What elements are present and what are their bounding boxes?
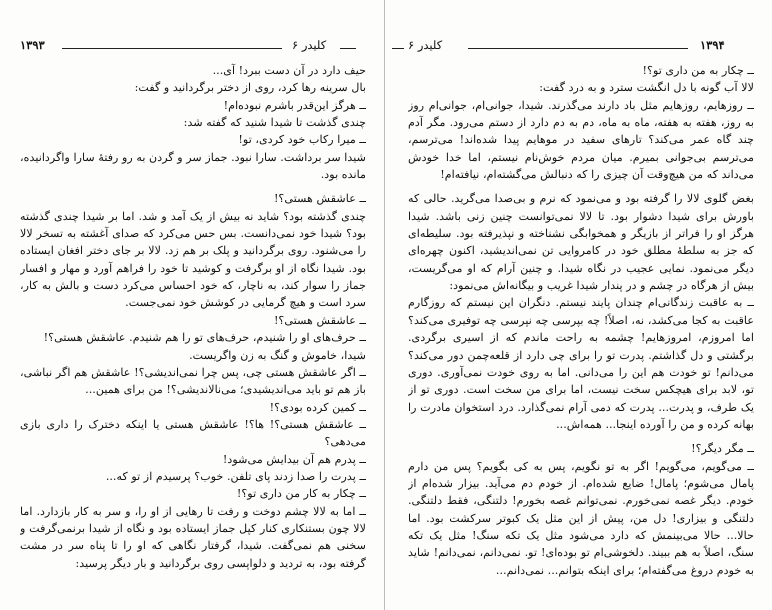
paragraph: ــ عاشقش هستی؟! <box>273 192 366 206</box>
paragraph: ــ عاشقش هستی؟! <box>273 313 366 327</box>
paragraph: شیدا، خاموش و گنگ به زن واگریست. <box>189 348 366 362</box>
right-page-body <box>408 62 754 602</box>
paragraph: ــ عاشقش هستی؟! ها؟! عاشقش هستی یا اینکه دخترک را داری بازی می‌دهی؟ <box>20 417 366 449</box>
paragraph: ــ به عاقبت زندگانی‌ام چندان پایند نیستم. دنگران این نیستم که روزگارم عاقبت به کجا می‌کشد، نه، اصلاً! چه بپرسی چه نپرسی چه توفیری می‌کند؟ اما امروزم، امروزهایم! چشمه به راحت ماندم که از اسیری برگردی. برگشتی و دل گذاشتم. پدرت تو را برای چی دارد از قلعه‌چمن دور می‌کند؟ می‌دانم! تو خودت هم این را می‌دانی. اما به روی خودت نمی‌آوری. دوری تو، لابد برای هیچکس سخت نیست، اما برای من سخت است. دوری تو از یک طرف، و پدرت... پدرت که دمی آرام نمی‌گذارد. درد استخوان مادرت را بهانه کرده و من را آورده اینجا... همه‌اش... <box>408 296 754 431</box>
left-running-title: کلیدر ۶ <box>292 38 327 52</box>
paragraph: بال سرینه رها کرد، روی از دختر برگردانید و گفت: <box>134 81 366 95</box>
paragraph: ــ اگر عاشقش هستی چی، پس چرا نمی‌اندیشی؟! عاشقش هم اگر نباشی، باز هم تو باید می‌اندیشیدی؛ می‌نالاندیشی؟! من برای همین... <box>20 365 366 397</box>
header-rule <box>62 48 282 49</box>
left-page-header <box>0 38 385 54</box>
paragraph: ــ هرگز این‌قدر باشرم نبوده‌ام! <box>223 98 366 112</box>
left-page-body <box>20 62 366 602</box>
paragraph: چندی گذشته بود؟ شاید نه بیش از یک آمد و شد. اما بر شیدا چندی گذشته بود؟ شیدا خود نمی‌دانست. بس حس می‌کرد که صدای آغشته به تسخر لالا را می‌شنود. روی برگردانید و پلک بر هم زد. لالا بر جای دختر افغان ایستاده بود. شیدا نگاه از او برگرفت و کوشید تا خود را فراهم آورد و مهار و افسار جماز را سوار کند، به ناچار، که خود احساس می‌کرد دست و بالش به کار، سرد است و هیچ گرمایی در کوشش خود نمی‌جست. <box>20 209 366 310</box>
paragraph: حیف دارد در آن دست ببرد! آی... <box>212 64 366 77</box>
paragraph: ــ میرا رکاب خود کردی، تو! <box>238 133 366 147</box>
paragraph: ــ چکار به من داری تو؟! <box>642 64 754 77</box>
header-rule <box>392 48 404 49</box>
right-page-number: ۱۳۹۴ <box>700 38 725 52</box>
paragraph: ــ پدرت را صدا زدند پای تلفن. خوب؟ پرسیدم از تو که... <box>105 469 366 483</box>
header-rule <box>340 48 356 49</box>
paragraph: بغض گلوی لالا را گرفته بود و می‌نمود که نرم و بی‌صدا می‌گرید. حالی که باورش برای شیدا دشوار بود. تا لالا نمی‌توانست چنین زنی باشد. شیدا هرگز او را فراتر از بازیگر و همخوابگی نشناخته و نپذیرفته بود. سلیطه‌ای که جز به سلطهٔ مطلق خود در کامروایی تن نمی‌اندیشید، اکنون چهره‌ای دیگر می‌نمود. نمایی عجیب در نگاه شیدا. و چنین آرام که او می‌گریست، بیش از هرگاه در چشم و در پندار شیدا غریب و بیگانه‌اش می‌نمود: <box>408 192 754 293</box>
paragraph: ــ چکار به کار من داری تو؟! <box>236 487 366 501</box>
right-page <box>386 0 771 610</box>
paragraph: لالا آب گونه با دل انگشت سترد و به درد گفت: <box>539 81 754 95</box>
paragraph: ــ مگر دیگر؟! <box>691 442 754 456</box>
paragraph: شیدا سر برداشت. سارا نبود. جماز سر و گردن به رو رفتهٔ سارا واگردانیده، مانده بود. <box>20 150 366 182</box>
paragraph: ــ می‌گویم، می‌گویم! اگر به تو نگویم، پس به کی بگویم؟ پس من دارم پامال می‌شوم؛ پامال! ضایع شده‌ام. از خودم دم می‌آید. بیزار شده‌ام از خودم. دیگر غصه نمی‌خورم. نمی‌توانم غصه بخورم! دلتنگی، فقط دلتنگی. دلتنگی و بیزاری! دل من، پیش از این مثل یک کبوتر سرکشت بود. اما حالا... حالا می‌بینمش که دارد می‌شود مثل یک تکه سنگ! مثل یک تکه سنگ، اصلاً به هم ببیند. دلخوشی‌ام تو بوده‌ای! تو. نمی‌دانم، نمی‌دانم! شاید به خودم دروغ می‌گفته‌ام؛ برای اینکه بتوانم... نمی‌دانم... <box>408 459 754 577</box>
right-running-title: کلیدر ۶ <box>408 38 443 52</box>
right-page-header <box>386 38 771 54</box>
left-page-number: ۱۳۹۳ <box>20 38 45 52</box>
paragraph: ــ کمین کرده بودی؟! <box>269 400 366 414</box>
paragraph: چندی گذشت تا شیدا شنید که گفته شد: <box>183 116 366 130</box>
header-rule <box>468 48 688 49</box>
paragraph: ــ اما به لالا چشم دوخت و رفت تا رهایی از او را، و سر به کار بازدارد. اما لالا چون بستنکاری کنار کپل جماز ایستاده بود و نگاه از شیدا برنمی‌گرفت و سخنی هم نمی‌گفت. شیدا، گرفتار نگاهی که او را تا پناه سر در مشت گرفته بود، به تردید و دلواپسی روی برگردانید و بار دیگر پرسید: <box>20 504 366 570</box>
paragraph: ــ روزهایم، روزهایم مثل باد دارند می‌گذرند. شیدا، جوانی‌ام، جوانی‌ام روز به روز، هفته به هفته، ماه به ماه، دم به دم دارد از دستم می‌رود. مگر آدم چند گاه عمر می‌کند؟ تارهای سفید در مو‌هایم پیدا شده‌اند! می‌ترسم، می‌ترسم بی‌جوانی بمیرم. میان مردم خوش‌نام نیستم، اما خدا خودش می‌داند که من هیچ‌وقت آن چیزی را که دنبالش می‌گشته‌ام، نیافته‌ام! <box>408 98 754 182</box>
left-page <box>0 0 385 610</box>
paragraph: ــ پدرم هم آن بیدایش می‌شود! <box>222 452 366 466</box>
paragraph: ــ حرف‌های او را شنیدم، حرف‌های تو را هم شنیدم. عاشقش هستی؟! <box>43 331 366 345</box>
